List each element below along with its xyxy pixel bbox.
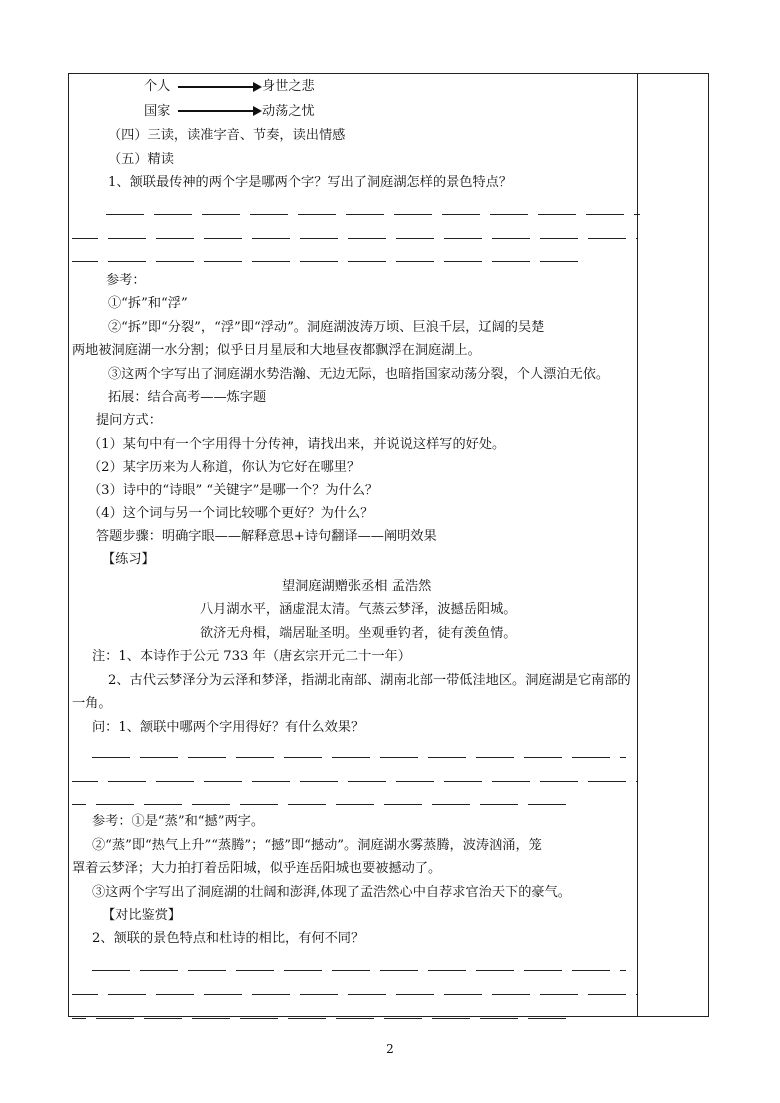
- reference-1a: ①“拆”和“浮”: [108, 296, 188, 311]
- reference-1c: ③这两个字写出了洞庭湖水势浩瀚、无边无际，也暗指国家动荡分裂，个人漂泊无依。: [108, 367, 610, 382]
- section-5: （五）精读: [108, 152, 174, 167]
- note-1: 注：1、本诗作于公元 733 年（唐玄宗开元二十一年）: [92, 649, 411, 664]
- ask-item-2: （2）某字历来为人称道，你认为它好在哪里？: [88, 460, 361, 475]
- reference-2a: 参考：①是“蒸”和“撼”两字。: [92, 814, 265, 829]
- note-2-line1: 2、古代云梦泽分为云泽和梦泽，指湖北南部、湖南北部一带低洼地区。洞庭湖是它南部的: [108, 673, 631, 688]
- question-2: 2、颔联的景色特点和杜诗的相比，有何不同？: [92, 931, 365, 946]
- answer-blank-row[interactable]: [72, 1005, 638, 1025]
- map-row2-right: 动荡之忧: [262, 104, 315, 119]
- map-row1-left: 个人: [144, 79, 171, 94]
- answer-blank-row[interactable]: [72, 248, 638, 268]
- ask-item-3: （3）诗中的“诗眼” “关键字”是哪一个？为什么？: [88, 483, 379, 498]
- section-4: （四）三读，读准字音、节奏，读出情感: [108, 128, 346, 143]
- compare-label: 【对比鉴赏】: [102, 908, 182, 923]
- answer-blank-row[interactable]: [72, 981, 638, 1001]
- reference-1b-line1: ②“拆”即“分裂”，“浮”即“浮动”。洞庭湖波涛万顷、巨浪千层，辽阔的吴楚: [108, 320, 545, 335]
- answer-blank-row[interactable]: [72, 768, 638, 788]
- extension-title: 拓展：结合高考——炼字题: [108, 390, 267, 405]
- answer-blank-row[interactable]: [72, 957, 658, 977]
- reference-label: 参考：: [106, 273, 146, 288]
- poem-line-1: 八月湖水平，涵虚混太清。气蒸云梦泽，波撼岳阳城。: [200, 602, 517, 617]
- question-1: 1、颔联最传神的两个字是哪两个字？写出了洞庭湖怎样的景色特点？: [108, 175, 513, 190]
- arrow-icon: [178, 110, 260, 112]
- reference-2c: ③这两个字写出了洞庭湖的壮阔和澎湃,体现了孟浩然心中自荐求官治天下的豪气。: [92, 885, 571, 900]
- reference-1b-line2: 两地被洞庭湖一水分割；似乎日月星辰和大地昼夜都飘浮在洞庭湖上。: [72, 343, 481, 358]
- arrow-icon: [178, 86, 260, 88]
- ask-item-4: （4）这个词与另一个词比较哪个更好？为什么？: [88, 506, 374, 521]
- practice-label: 【练习】: [102, 552, 155, 567]
- reference-2b-line2: 罩着云梦泽；大力拍打着岳阳城，似乎连岳阳城也要被撼动了。: [72, 861, 442, 876]
- ask-methods: 提问方式：: [96, 413, 162, 428]
- answer-blank-row[interactable]: [72, 791, 638, 811]
- ask-item-1: （1）某句中有一个字用得十分传神，请找出来，并说说这样写的好处。: [88, 437, 506, 452]
- reference-2b-line1: ②“蒸”即“热气上升”“蒸腾”；“撼”即“撼动”。洞庭湖水雾蒸腾，波涛汹涌，笼: [92, 838, 542, 853]
- answer-blank-row[interactable]: [72, 201, 672, 221]
- poem-line-2: 欲济无舟楫，端居耻圣明。坐观垂钓者，徒有羡鱼情。: [200, 626, 517, 641]
- page-number: 2: [386, 1042, 394, 1056]
- practice-question: 问：1、颔联中哪两个字用得好？有什么效果？: [92, 720, 365, 735]
- poem-title: 望洞庭湖赠张丞相 孟浩然: [282, 579, 432, 594]
- answer-steps: 答题步骤：明确字眼——解释意思+诗句翻译——阐明效果: [96, 529, 437, 544]
- answer-blank-row[interactable]: [72, 225, 638, 245]
- map-row1-right: 身世之悲: [262, 79, 315, 94]
- answer-blank-row[interactable]: [72, 744, 658, 764]
- map-row2-left: 国家: [144, 104, 171, 119]
- note-2-line2: 一角。: [72, 696, 112, 711]
